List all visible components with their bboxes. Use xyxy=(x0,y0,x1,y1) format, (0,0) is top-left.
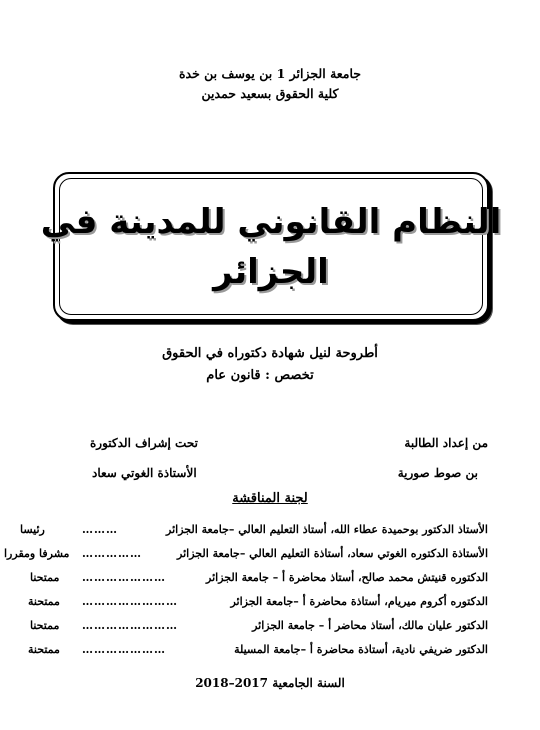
member-role: ممتحنا xyxy=(30,619,60,632)
committee-list xyxy=(0,518,540,662)
supervisor-name: الأستاذة الغوتي سعاد xyxy=(92,466,197,480)
member-role: ممتحنا xyxy=(30,571,60,584)
committee-member xyxy=(0,542,540,566)
member-name: الأستاذة الدكتوره الغوتي سعاد، أستاذة التعليم العالي –جامعة الجزائر xyxy=(177,547,488,560)
university-name: جامعة الجزائر 1 بن يوسف بن خدة xyxy=(178,66,362,81)
academic-year: السنة الجامعية 2017–2018 xyxy=(195,676,345,690)
member-dots: ………………… xyxy=(82,571,166,584)
student-name: بن صوط صورية xyxy=(397,466,478,480)
member-role: رئيسا xyxy=(20,523,45,536)
prepared-by-label: من إعداد الطالبة xyxy=(404,436,488,450)
committee-title: لجنة المناقشة xyxy=(232,491,308,506)
committee-member xyxy=(0,638,540,662)
committee-member xyxy=(0,518,540,542)
member-role: مشرفا ومقررا xyxy=(4,547,70,560)
thesis-title-line-2: الجزائر xyxy=(213,251,329,292)
authors-block xyxy=(0,428,540,488)
member-dots: ……… xyxy=(82,523,118,536)
title-frame-inner xyxy=(40,178,502,315)
thesis-specialty: تخصص : قانون عام xyxy=(206,368,314,383)
member-name: الأستاذ الدكتور بوحميدة عطاء الله، أستاذ التعليم العالي –جامعة الجزائر xyxy=(166,523,488,536)
member-role: ممتحنة xyxy=(28,643,60,656)
supervision-label: تحت إشراف الدكتورة xyxy=(90,436,198,450)
thesis-title-line-1: النظام القانوني للمدينة في xyxy=(40,201,502,242)
thesis-description: أطروحة لنيل شهادة دكتوراه في الحقوق xyxy=(162,346,378,361)
member-name: الدكتور ضريفي نادية، أستاذة محاضرة أ –جامعة المسيلة xyxy=(234,643,488,656)
committee-member xyxy=(0,566,540,590)
committee-member xyxy=(0,590,540,614)
member-name: الدكتور عليان مالك، أستاذ محاضر أ – جامعة الجزائر xyxy=(252,619,488,632)
thesis-info xyxy=(0,343,540,387)
member-name: الدكتوره قنيتش محمد صالح، أستاذ محاضرة أ – جامعة الجزائر xyxy=(206,571,488,584)
member-name: الدكتوره أكروم ميريام، أستاذة محاضرة أ –جامعة الجزائر xyxy=(230,595,488,608)
member-role: ممتحنة xyxy=(28,595,60,608)
member-dots: …………………… xyxy=(82,595,178,608)
member-dots: …………… xyxy=(82,547,142,560)
faculty-name: كلية الحقوق بسعيد حمدين xyxy=(201,86,339,101)
member-dots: …………………… xyxy=(82,619,178,632)
member-dots: ………………… xyxy=(82,643,166,656)
title-frame xyxy=(40,172,502,321)
committee-heading xyxy=(0,491,540,506)
committee-member xyxy=(0,614,540,638)
university-header xyxy=(0,64,540,104)
